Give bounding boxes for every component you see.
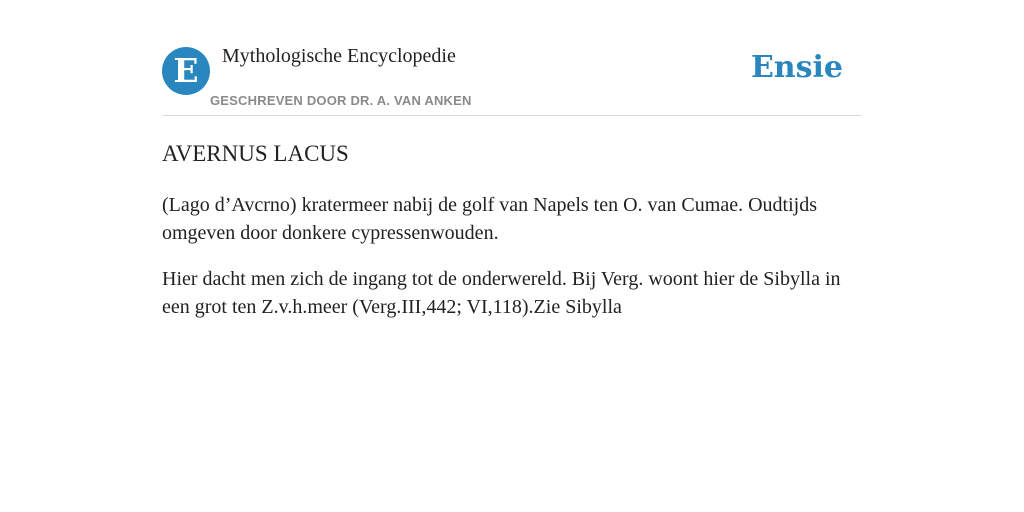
header [162,40,862,116]
entry-content [162,138,864,339]
entry-paragraph: (Lago d’Avcrno) kratermeer nabij de golf van Napels ten O. van Cumae. Oudtijds omgeven door donkere cypressenwouden. [162,194,817,244]
book-title[interactable]: Mythologische Encyclopedie [222,45,456,67]
entry-title: AVERNUS LACUS [162,141,349,166]
entry-paragraph: Hier dacht men zich de ingang tot de onderwereld. Bij Verg. woont hier de Sibylla in een grot ten Z.v.h.meer (Verg.III,442; VI,118).Zie Sibylla [162,268,841,318]
ensie-logo-icon[interactable]: E [162,47,210,95]
author-line: GESCHREVEN DOOR DR. A. VAN ANKEN [210,93,472,108]
brand-logo[interactable]: Ensie [750,50,843,85]
